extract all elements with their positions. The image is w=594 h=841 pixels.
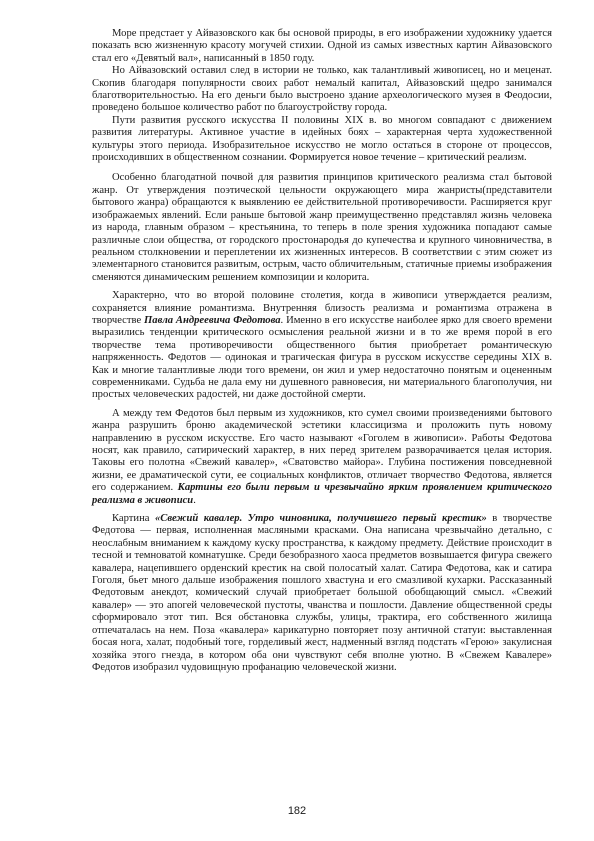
text-run: в творчестве Федотова — первая, исполненная масляными красками. Она написана чрезвычайно детально, с неослабным вниманием к каждому куску пространства, к каждому предмету. Действие происходит в тесной и темноватой комнатушке. Среди безобразного хаоса предметов возвышается фигура свежего кавалера, нацепившего орденский крестик на свой полосатый халат. Сатира Федотова, как и сатира Гоголя, бьет много дальше изображения пошлого хвастуна и его смазливой кухарки. Рассказанный Федотовым анекдот, комический случай приобретает большой обобщающий смысл. «Свежий кавалер» — это апогей человеческой пустоты, чванства и пошлости. Давление общественной среды сформировало этот тип. Вся обстановка службы, улицы, трактира, его собственного жилища отпечаталась на нем. Поза «кавалера» карикатурно повторяет позу античной статуи: выставленная босая нога, халат, подобный тоге, горделивый жест, надменный взгляд подстать «Герою» закулисная хозяйка этого гнезда, в котором оба они чувствуют себя вполне уютно. В «Свежем Кавалере» Федотов изобразил чудовищную профанацию человеческой жизни. (92, 513, 552, 673)
document-page (92, 28, 552, 674)
paragraph-critical-realism: Пути развития русского искусства II половины XIX в. во многом совпадают с движением развития литературы. Активное участие в идейных боях – характерная черта художественной культуры этого периода. Изобразительное искусство не могло остаться в стороне от процессов, происходивших в общественном сознании. Формируется новое течение – критический реализм. (92, 114, 552, 164)
paragraph-fedotov-intro (92, 290, 552, 402)
paragraph-aivazovsky-patron: Но Айвазовский оставил след в истории не только, как талантливый живописец, но и меценат. Скопив благодаря популярности своих работ немалый капитал, Айвазовский щедро занимался благотворительностью. На его деньги было выстроено здание археологического музея в Феодосии, проведено большое количество работ по благоустройству города. (92, 65, 552, 114)
text-run: Характерно, что во второй половине столетия, когда в живописи утверждается реализм, сохраняется влияние романтизма. Внутренняя близость реализма и романтизма отражена в творчестве (92, 290, 552, 326)
emphasis-painting-title: «Свежий кавалер. Утро чиновника, получившего первый крестик» (155, 513, 487, 525)
text-run: А между тем Федотов был первым из художников, кто сумел своими произведениями бытового жанра разрушить броню академической эстетики классицизма и проложить путь новому направлению в русском искусстве. Его часто называют «Гоголем в живописи». Работы Федотова носят, как правило, сатирический характер, в них перед зрителем разворачивается целая история. Таковы его полотна «Свежий кавалер», «Сватовство майора». Глубина постижения повседневной жизни, ее драматической сути, ее социальных конфликтов, отличает творчество Федотова, является его содержанием. (92, 407, 552, 494)
text-run: . Именно в его искусстве наиболее ярко для своего времени выразились тенденции критического осмысления реальной жизни и в то же время порой в его творчестве тема противоречивости общественного бытия приобретает романтическую напряженность. Федотов — одинокая и трагическая фигура в русском искусстве середины XIX в. Как и многие талантливые люди того времени, он жил и умер недостаточно понятым и оцененным современниками. Судьба не дала ему ни душевного равновесия, ни материального благополучия, ни простых человеческих радостей, ни даже достойной смерти. (92, 314, 552, 401)
paragraph-fresh-cavalier (92, 513, 552, 674)
emphasis-artist-name: Павла Андреевича Федотова (144, 314, 281, 326)
paragraph-fedotov-works (92, 408, 552, 507)
paragraph-aivazovsky-sea: Море предстает у Айвазовского как бы основой природы, в его изображении художнику удается показать всю жизненную красоту могучей стихии. Одной из самых известных картин Айвазовского стал его «Девятый вал», написанный в 1850 году. (92, 28, 552, 64)
paragraph-genre-painting: Особенно благодатной почвой для развития принципов критического реализма стал бытовой жанр. От утверждения поэтической цельности окружающего мира жанристы(представители бытового жанра) обращаются к выявлению ее действительной противоречивости. Расширяется круг изображаемых явлений. Если раньше бытовой жанр преимущественно представлял жизнь человека из народа, главным образом – крестьянина, то теперь в поле зрения художника попадают самые различные слои общества, от городского простонародья до купечества и крупного чиновничества, в реальном столкновении и переплетении их жизненных интересов. В соответствии с этим сюжет из элементарного становится развитым, острым, часто обличительным, статичные приемы изображения сменяются динамическим решением композиции и колорита. (92, 172, 552, 283)
text-run: . (193, 494, 196, 506)
emphasis-critical-realism: Картины его были первым и чрезвычайно ярким проявлением критического реализма в живописи (92, 482, 552, 506)
page-number: 182 (287, 805, 307, 817)
text-run: Картина (112, 513, 155, 525)
